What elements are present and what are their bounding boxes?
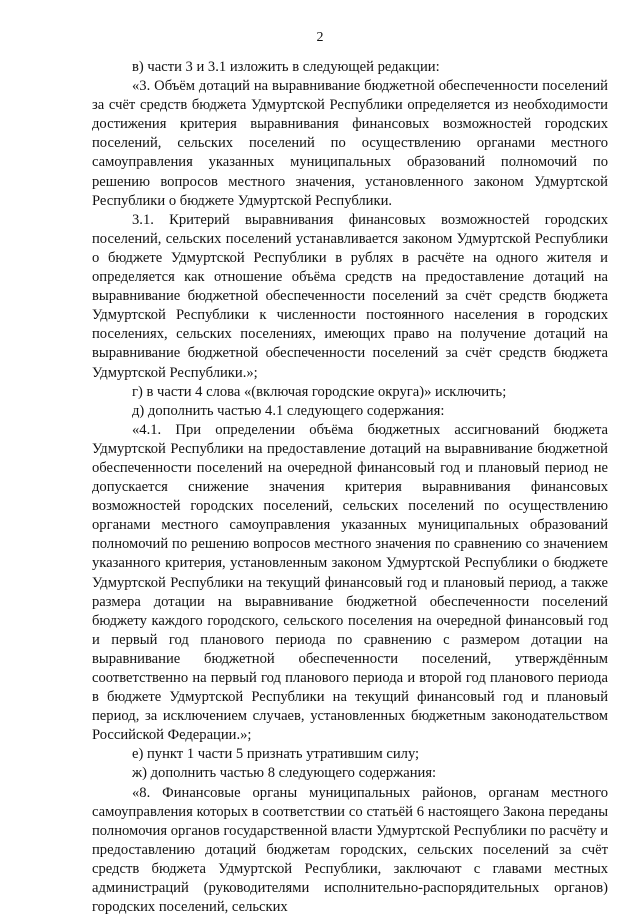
paragraph-item-v: в) части 3 и 3.1 изложить в следующей редакции: [132,59,440,75]
paragraph-item-zh: ж) дополнить частью 8 следующего содержания: [132,765,437,782]
paragraph-part-3: «3. Объём дотаций на выравнивание бюджетной обеспеченности поселений за счёт средств бюджета Удмуртской Республики определяется из необходимости достижения критерия выравнивания финансовых возможностей городских поселений, сельских поселений по осуществлению органами местного самоуправления указанных муниципальных образований полномочий по решению вопросов местного значения, установленного законом Удмуртской Республики о бюджете Удмуртской Республики. [92,78,608,209]
paragraph-part-4-1: «4.1. При определении объёма бюджетных ассигнований бюджета Удмуртской Республики на предоставление дотаций на выравнивание бюджетной обеспеченности поселений на очередной финансовый год и плановый период не допускается снижение значения критерия выравнивания финансовых возможностей городских поселений, сельских поселений по осуществлению органами местного самоуправления указанных муниципальных образований полномочий по решению вопросов местного значения по сравнению со значением указанного критерия, установленным законом Удмуртской Республики о бюджете Удмуртской Республики на текущий финансовый год и плановый период, а также размера дотации на выравнивание бюджетной обеспеченности поселений бюджету каждого городского, сельского поселения на очередной финансовый год и первый год планового периода по сравнению с размером дотации на выравнивание бюджетной обеспеченности поселений, утверждённым соответственно на первый год планового периода и второй год планового периода в бюджете Удмуртской Республики на текущий финансовый год и плановый период, за исключением случаев, установленных бюджетным законодательством Российской Федерации.»; [92,421,608,744]
document-body [92,58,608,917]
paragraph-part-8: «8. Финансовые органы муниципальных районов, органам местного самоуправления которых в соответствии со статьёй 6 настоящего Закона переданы полномочия органов государственной власти Удмуртской Республики по расчёту и предоставлению дотаций бюджетам городских, сельских поселений за счёт средств бюджета Удмуртской Республики, заключают с главами местных администраций (руководителями исполнительно-распорядительных органов) городских поселений, сельских [92,784,608,916]
paragraph-part-3-1: 3.1. Критерий выравнивания финансовых возможностей городских поселений, сельских поселений устанавливается законом Удмуртской Республики о бюджете Удмуртской Республики в рублях в расчёте на одного жителя и определяется как отношение объёма средств на предоставление дотаций на выравнивание бюджетной обеспеченности поселений за счёт средств бюджета Удмуртской Республики к численности постоянного населения в городских поселениях, сельских поселениях, имеющих право на получение дотаций на выравнивание бюджетной обеспеченности поселений за счёт средств бюджета Удмуртской Республики.»; [92,211,608,381]
paragraph-item-e: е) пункт 1 части 5 признать утратившим силу; [132,746,420,763]
page-number: 2 [316,30,324,45]
paragraph-item-d: д) дополнить частью 4.1 следующего содержания: [132,402,445,419]
paragraph-item-g: г) в части 4 слова «(включая городские округа)» исключить; [132,383,507,400]
